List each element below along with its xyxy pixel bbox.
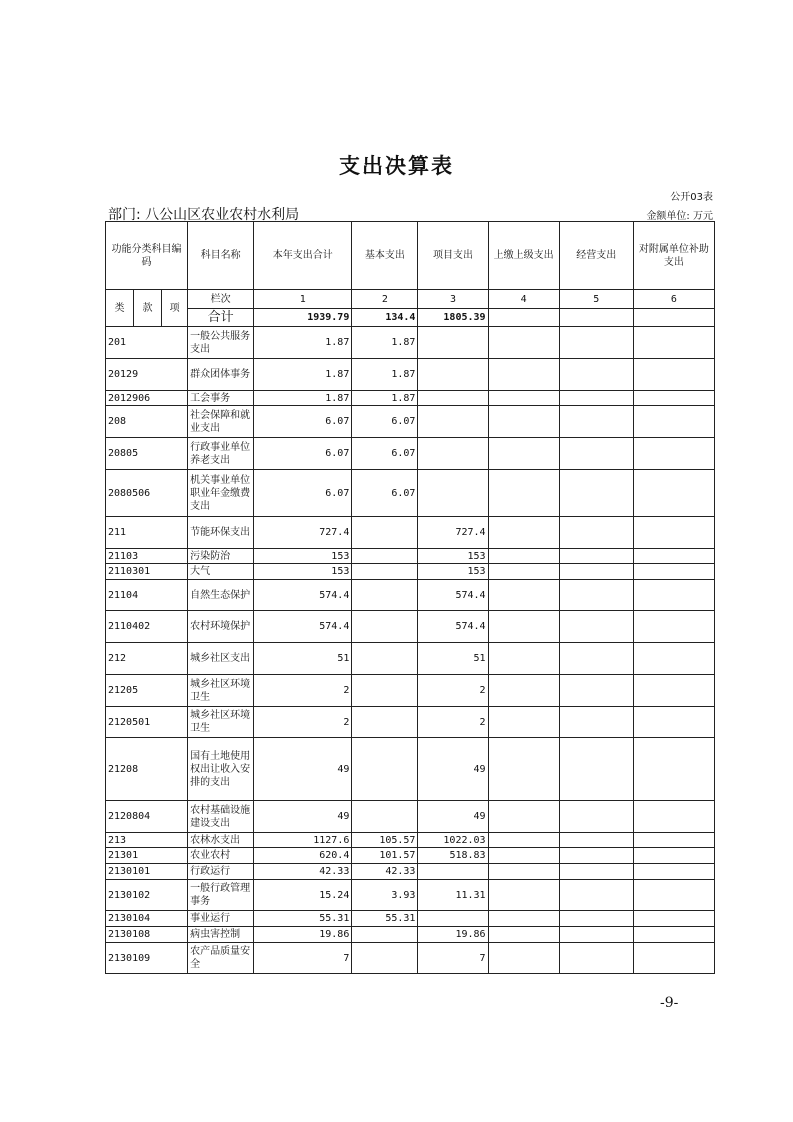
amount-unit: 金额单位: 万元 bbox=[646, 211, 713, 222]
row-subsidiary bbox=[633, 880, 714, 911]
row-subsidiary bbox=[633, 738, 714, 801]
row-name: 城乡社区环境卫生 bbox=[188, 707, 254, 738]
row-basic: 101.57 bbox=[352, 848, 418, 864]
table-row bbox=[106, 675, 715, 707]
row-code: 21301 bbox=[106, 848, 188, 864]
row-business bbox=[559, 327, 633, 359]
row-project: 574.4 bbox=[418, 611, 488, 643]
row-subsidiary bbox=[633, 927, 714, 943]
row-business bbox=[559, 643, 633, 675]
row-business bbox=[559, 707, 633, 738]
row-name: 行政运行 bbox=[188, 864, 254, 880]
row-name: 行政事业单位养老支出 bbox=[188, 438, 254, 470]
row-subsidiary bbox=[633, 833, 714, 848]
row-code: 2130102 bbox=[106, 880, 188, 911]
header-business: 经营支出 bbox=[559, 222, 633, 290]
table-row bbox=[106, 327, 715, 359]
table-row bbox=[106, 880, 715, 911]
row-name: 一般行政管理事务 bbox=[188, 880, 254, 911]
row-subsidiary bbox=[633, 611, 714, 643]
row-name: 事业运行 bbox=[188, 911, 254, 927]
row-total: 49 bbox=[254, 801, 352, 833]
row-business bbox=[559, 391, 633, 406]
header-superior: 上缴上级支出 bbox=[488, 222, 559, 290]
column-number: 6 bbox=[633, 290, 714, 309]
row-subsidiary bbox=[633, 580, 714, 611]
row-superior bbox=[488, 864, 559, 880]
row-total: 15.24 bbox=[254, 880, 352, 911]
row-subsidiary bbox=[633, 470, 714, 517]
table-row bbox=[106, 359, 715, 391]
row-superior bbox=[488, 943, 559, 974]
empty-cell bbox=[488, 309, 559, 327]
row-subsidiary bbox=[633, 848, 714, 864]
row-code: 2130109 bbox=[106, 943, 188, 974]
table-body bbox=[106, 327, 715, 974]
row-code: 201 bbox=[106, 327, 188, 359]
row-code: 21205 bbox=[106, 675, 188, 707]
row-code: 211 bbox=[106, 517, 188, 549]
header-project: 项目支出 bbox=[418, 222, 488, 290]
row-project bbox=[418, 438, 488, 470]
table-row bbox=[106, 549, 715, 564]
row-project: 2 bbox=[418, 707, 488, 738]
row-basic bbox=[352, 549, 418, 564]
empty-cell bbox=[559, 309, 633, 327]
row-basic bbox=[352, 611, 418, 643]
row-total: 1.87 bbox=[254, 359, 352, 391]
table-row bbox=[106, 438, 715, 470]
header-total: 本年支出合计 bbox=[254, 222, 352, 290]
row-business bbox=[559, 564, 633, 580]
row-name: 社会保障和就业支出 bbox=[188, 406, 254, 438]
row-basic: 1.87 bbox=[352, 327, 418, 359]
row-project: 153 bbox=[418, 564, 488, 580]
row-name: 一般公共服务支出 bbox=[188, 327, 254, 359]
row-business bbox=[559, 438, 633, 470]
row-name: 病虫害控制 bbox=[188, 927, 254, 943]
row-basic bbox=[352, 943, 418, 974]
table-row bbox=[106, 864, 715, 880]
header-name: 科目名称 bbox=[188, 222, 254, 290]
row-total: 1.87 bbox=[254, 391, 352, 406]
header-kuan: 款 bbox=[134, 290, 162, 327]
table-row bbox=[106, 517, 715, 549]
page-number: -9- bbox=[660, 995, 679, 1011]
row-superior bbox=[488, 848, 559, 864]
table-row bbox=[106, 564, 715, 580]
column-number: 4 bbox=[488, 290, 559, 309]
row-subsidiary bbox=[633, 943, 714, 974]
column-number: 5 bbox=[559, 290, 633, 309]
row-name: 工会事务 bbox=[188, 391, 254, 406]
table-row bbox=[106, 927, 715, 943]
column-number: 2 bbox=[352, 290, 418, 309]
row-subsidiary bbox=[633, 801, 714, 833]
table-row bbox=[106, 738, 715, 801]
row-basic bbox=[352, 643, 418, 675]
row-name: 农业农村 bbox=[188, 848, 254, 864]
row-superior bbox=[488, 801, 559, 833]
row-name: 农林水支出 bbox=[188, 833, 254, 848]
row-superior bbox=[488, 880, 559, 911]
row-business bbox=[559, 470, 633, 517]
row-business bbox=[559, 675, 633, 707]
row-code: 212 bbox=[106, 643, 188, 675]
row-project: 7 bbox=[418, 943, 488, 974]
row-subsidiary bbox=[633, 438, 714, 470]
row-superior bbox=[488, 359, 559, 391]
row-business bbox=[559, 611, 633, 643]
row-total: 620.4 bbox=[254, 848, 352, 864]
row-total: 49 bbox=[254, 738, 352, 801]
row-code: 2110301 bbox=[106, 564, 188, 580]
row-basic: 3.93 bbox=[352, 880, 418, 911]
row-code: 2110402 bbox=[106, 611, 188, 643]
row-total: 1.87 bbox=[254, 327, 352, 359]
row-subsidiary bbox=[633, 391, 714, 406]
row-basic: 6.07 bbox=[352, 470, 418, 517]
row-superior bbox=[488, 833, 559, 848]
header-basic: 基本支出 bbox=[352, 222, 418, 290]
row-name: 自然生态保护 bbox=[188, 580, 254, 611]
row-basic: 1.87 bbox=[352, 391, 418, 406]
row-business bbox=[559, 864, 633, 880]
row-project bbox=[418, 391, 488, 406]
row-total: 51 bbox=[254, 643, 352, 675]
row-subsidiary bbox=[633, 707, 714, 738]
row-basic bbox=[352, 517, 418, 549]
row-name: 节能环保支出 bbox=[188, 517, 254, 549]
row-project: 11.31 bbox=[418, 880, 488, 911]
row-code: 2120501 bbox=[106, 707, 188, 738]
row-superior bbox=[488, 707, 559, 738]
row-superior bbox=[488, 549, 559, 564]
row-basic bbox=[352, 564, 418, 580]
row-name: 机关事业单位职业年金缴费支出 bbox=[188, 470, 254, 517]
row-superior bbox=[488, 470, 559, 517]
total-project: 1805.39 bbox=[418, 309, 488, 327]
row-project bbox=[418, 911, 488, 927]
row-basic bbox=[352, 801, 418, 833]
row-code: 213 bbox=[106, 833, 188, 848]
header-row bbox=[106, 222, 715, 290]
row-business bbox=[559, 943, 633, 974]
table-row bbox=[106, 611, 715, 643]
row-name: 农产品质量安全 bbox=[188, 943, 254, 974]
row-total: 7 bbox=[254, 943, 352, 974]
row-code: 2130101 bbox=[106, 864, 188, 880]
table-row bbox=[106, 580, 715, 611]
row-total: 42.33 bbox=[254, 864, 352, 880]
form-number: 公开03表 bbox=[670, 192, 713, 203]
row-total: 2 bbox=[254, 675, 352, 707]
row-basic bbox=[352, 580, 418, 611]
row-total: 2 bbox=[254, 707, 352, 738]
row-total: 574.4 bbox=[254, 611, 352, 643]
total-basic: 134.4 bbox=[352, 309, 418, 327]
table-row bbox=[106, 911, 715, 927]
row-total: 55.31 bbox=[254, 911, 352, 927]
row-basic bbox=[352, 675, 418, 707]
row-name: 城乡社区支出 bbox=[188, 643, 254, 675]
total-row bbox=[106, 309, 715, 327]
table-row bbox=[106, 707, 715, 738]
row-superior bbox=[488, 643, 559, 675]
row-project: 153 bbox=[418, 549, 488, 564]
row-name: 污染防治 bbox=[188, 549, 254, 564]
row-subsidiary bbox=[633, 675, 714, 707]
row-superior bbox=[488, 327, 559, 359]
row-project: 574.4 bbox=[418, 580, 488, 611]
row-superior bbox=[488, 564, 559, 580]
row-total: 6.07 bbox=[254, 470, 352, 517]
row-basic bbox=[352, 738, 418, 801]
row-business bbox=[559, 359, 633, 391]
total-amount: 1939.79 bbox=[254, 309, 352, 327]
column-number: 3 bbox=[418, 290, 488, 309]
row-basic: 6.07 bbox=[352, 406, 418, 438]
row-superior bbox=[488, 738, 559, 801]
row-project: 51 bbox=[418, 643, 488, 675]
row-business bbox=[559, 833, 633, 848]
row-total: 153 bbox=[254, 564, 352, 580]
row-project: 1022.03 bbox=[418, 833, 488, 848]
row-total: 6.07 bbox=[254, 406, 352, 438]
row-business bbox=[559, 911, 633, 927]
table-row bbox=[106, 943, 715, 974]
row-business bbox=[559, 848, 633, 864]
row-project: 49 bbox=[418, 738, 488, 801]
row-total: 1127.6 bbox=[254, 833, 352, 848]
row-basic bbox=[352, 927, 418, 943]
row-name: 群众团体事务 bbox=[188, 359, 254, 391]
row-project bbox=[418, 406, 488, 438]
row-name: 城乡社区环境卫生 bbox=[188, 675, 254, 707]
row-business bbox=[559, 580, 633, 611]
row-code: 2012906 bbox=[106, 391, 188, 406]
row-total: 153 bbox=[254, 549, 352, 564]
row-basic: 55.31 bbox=[352, 911, 418, 927]
row-code: 21208 bbox=[106, 738, 188, 801]
row-basic bbox=[352, 707, 418, 738]
row-subsidiary bbox=[633, 643, 714, 675]
row-total: 574.4 bbox=[254, 580, 352, 611]
table-row bbox=[106, 406, 715, 438]
row-business bbox=[559, 880, 633, 911]
page-title: 支出决算表 bbox=[339, 154, 454, 178]
row-code: 21104 bbox=[106, 580, 188, 611]
row-business bbox=[559, 927, 633, 943]
row-superior bbox=[488, 911, 559, 927]
header-lei: 类 bbox=[106, 290, 134, 327]
row-superior bbox=[488, 611, 559, 643]
table-row bbox=[106, 643, 715, 675]
row-basic: 6.07 bbox=[352, 438, 418, 470]
table-row bbox=[106, 833, 715, 848]
row-code: 2130108 bbox=[106, 927, 188, 943]
row-name: 国有土地使用权出让收入安排的支出 bbox=[188, 738, 254, 801]
table-row bbox=[106, 391, 715, 406]
row-subsidiary bbox=[633, 911, 714, 927]
column-number: 1 bbox=[254, 290, 352, 309]
row-business bbox=[559, 406, 633, 438]
row-code: 20805 bbox=[106, 438, 188, 470]
header-xiang: 项 bbox=[162, 290, 188, 327]
row-name: 大气 bbox=[188, 564, 254, 580]
row-name: 农村环境保护 bbox=[188, 611, 254, 643]
row-code: 2120804 bbox=[106, 801, 188, 833]
row-total: 727.4 bbox=[254, 517, 352, 549]
row-name: 农村基础设施建设支出 bbox=[188, 801, 254, 833]
column-index-row bbox=[106, 290, 715, 309]
row-superior bbox=[488, 517, 559, 549]
row-code: 2130104 bbox=[106, 911, 188, 927]
row-subsidiary bbox=[633, 406, 714, 438]
row-business bbox=[559, 549, 633, 564]
row-superior bbox=[488, 406, 559, 438]
row-superior bbox=[488, 438, 559, 470]
row-business bbox=[559, 801, 633, 833]
row-basic: 42.33 bbox=[352, 864, 418, 880]
row-basic: 1.87 bbox=[352, 359, 418, 391]
row-superior bbox=[488, 675, 559, 707]
row-code: 21103 bbox=[106, 549, 188, 564]
row-project: 49 bbox=[418, 801, 488, 833]
empty-cell bbox=[633, 309, 714, 327]
row-subsidiary bbox=[633, 327, 714, 359]
row-superior bbox=[488, 580, 559, 611]
row-superior bbox=[488, 927, 559, 943]
department-label: 部门: 八公山区农业农村水利局 bbox=[108, 207, 300, 223]
row-project: 2 bbox=[418, 675, 488, 707]
row-total: 19.86 bbox=[254, 927, 352, 943]
row-subsidiary bbox=[633, 359, 714, 391]
expenditure-table bbox=[105, 221, 715, 974]
row-project bbox=[418, 864, 488, 880]
row-code: 20129 bbox=[106, 359, 188, 391]
row-code: 2080506 bbox=[106, 470, 188, 517]
total-label: 合计 bbox=[188, 309, 254, 327]
row-total: 6.07 bbox=[254, 438, 352, 470]
row-project: 518.83 bbox=[418, 848, 488, 864]
header-lanci: 栏次 bbox=[188, 290, 254, 309]
table-row bbox=[106, 801, 715, 833]
table-row bbox=[106, 470, 715, 517]
row-project: 19.86 bbox=[418, 927, 488, 943]
row-superior bbox=[488, 391, 559, 406]
header-code: 功能分类科目编码 bbox=[106, 222, 188, 290]
row-project bbox=[418, 359, 488, 391]
row-business bbox=[559, 517, 633, 549]
row-code: 208 bbox=[106, 406, 188, 438]
row-subsidiary bbox=[633, 517, 714, 549]
header-subsidiary: 对附属单位补助支出 bbox=[633, 222, 714, 290]
row-project bbox=[418, 327, 488, 359]
table-row bbox=[106, 848, 715, 864]
row-subsidiary bbox=[633, 864, 714, 880]
row-subsidiary bbox=[633, 564, 714, 580]
row-project: 727.4 bbox=[418, 517, 488, 549]
row-basic: 105.57 bbox=[352, 833, 418, 848]
row-subsidiary bbox=[633, 549, 714, 564]
row-business bbox=[559, 738, 633, 801]
row-project bbox=[418, 470, 488, 517]
